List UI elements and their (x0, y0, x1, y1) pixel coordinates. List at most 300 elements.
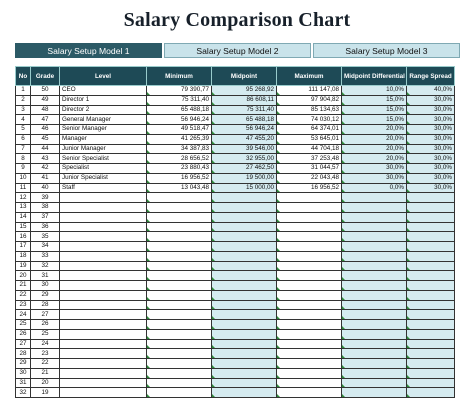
table-row (16, 261, 455, 271)
cell-midpoint[interactable] (212, 281, 277, 291)
cell-minimum[interactable] (147, 359, 212, 369)
cell-range-spread[interactable] (407, 281, 455, 291)
cell-minimum[interactable]: 34 387,83 (147, 144, 212, 154)
header-row (16, 67, 455, 86)
cell-no[interactable]: 9 (16, 164, 31, 174)
cell-midpoint-differential[interactable]: 15,0% (342, 115, 407, 125)
cell-midpoint-differential[interactable]: 15,0% (342, 105, 407, 115)
cell-no[interactable]: 23 (16, 300, 31, 310)
cell-range-spread[interactable] (407, 261, 455, 271)
cell-grade[interactable]: 44 (31, 144, 60, 154)
cell-range-spread[interactable] (407, 290, 455, 300)
cell-minimum[interactable] (147, 349, 212, 359)
table-row (16, 183, 455, 193)
cell-no[interactable]: 6 (16, 134, 31, 144)
cell-level[interactable]: CEO (60, 86, 147, 96)
cell-midpoint[interactable]: 39 546,00 (212, 144, 277, 154)
cell-maximum[interactable] (277, 212, 342, 222)
table-row (16, 173, 455, 183)
header-maximum: Maximum (277, 67, 342, 86)
cell-midpoint[interactable]: 27 462,50 (212, 164, 277, 174)
cell-level[interactable]: Senior Specialist (60, 154, 147, 164)
cell-range-spread[interactable] (407, 212, 455, 222)
cell-grade[interactable]: 21 (31, 368, 60, 378)
cell-level[interactable] (60, 203, 147, 213)
cell-midpoint-differential[interactable] (342, 339, 407, 349)
header-midpoint: Midpoint (212, 67, 277, 86)
cell-range-spread[interactable]: 40,0% (407, 86, 455, 96)
table-row (16, 222, 455, 232)
cell-midpoint[interactable] (212, 242, 277, 252)
cell-no[interactable]: 4 (16, 115, 31, 125)
cell-maximum[interactable] (277, 290, 342, 300)
cell-maximum[interactable] (277, 222, 342, 232)
cell-maximum[interactable] (277, 359, 342, 369)
cell-level[interactable] (60, 339, 147, 349)
cell-grade[interactable]: 50 (31, 86, 60, 96)
cell-range-spread[interactable] (407, 359, 455, 369)
cell-midpoint[interactable]: 56 946,24 (212, 125, 277, 135)
cell-midpoint[interactable] (212, 251, 277, 261)
table-body (16, 86, 455, 398)
header-grade: Grade (31, 67, 60, 86)
cell-midpoint[interactable] (212, 349, 277, 359)
table-row (16, 115, 455, 125)
cell-range-spread[interactable]: 30,0% (407, 125, 455, 135)
cell-range-spread[interactable] (407, 222, 455, 232)
cell-grade[interactable]: 25 (31, 329, 60, 339)
table-row (16, 388, 455, 398)
cell-no[interactable]: 14 (16, 212, 31, 222)
table-row (16, 193, 455, 203)
cell-maximum[interactable] (277, 339, 342, 349)
cell-grade[interactable]: 29 (31, 290, 60, 300)
cell-level[interactable]: Director 2 (60, 105, 147, 115)
cell-grade[interactable]: 41 (31, 173, 60, 183)
cell-minimum[interactable] (147, 378, 212, 388)
cell-grade[interactable]: 24 (31, 339, 60, 349)
table-row (16, 320, 455, 330)
cell-level[interactable] (60, 251, 147, 261)
cell-midpoint-differential[interactable] (342, 193, 407, 203)
cell-range-spread[interactable]: 30,0% (407, 164, 455, 174)
cell-maximum[interactable] (277, 320, 342, 330)
cell-minimum[interactable] (147, 320, 212, 330)
cell-midpoint-differential[interactable] (342, 378, 407, 388)
cell-no[interactable]: 11 (16, 183, 31, 193)
cell-no[interactable]: 2 (16, 95, 31, 105)
cell-midpoint-differential[interactable]: 10,0% (342, 86, 407, 96)
cell-minimum[interactable]: 23 880,43 (147, 164, 212, 174)
cell-no[interactable]: 5 (16, 125, 31, 135)
cell-maximum[interactable]: 85 134,63 (277, 105, 342, 115)
cell-maximum[interactable]: 16 956,52 (277, 183, 342, 193)
cell-minimum[interactable]: 28 656,52 (147, 154, 212, 164)
cell-grade[interactable]: 23 (31, 349, 60, 359)
cell-no[interactable]: 8 (16, 154, 31, 164)
cell-midpoint-differential[interactable]: 20,0% (342, 125, 407, 135)
cell-no[interactable]: 31 (16, 378, 31, 388)
cell-level[interactable] (60, 349, 147, 359)
table-row (16, 281, 455, 291)
cell-midpoint[interactable] (212, 329, 277, 339)
header-no: No (16, 67, 31, 86)
cell-midpoint-differential[interactable] (342, 203, 407, 213)
cell-minimum[interactable] (147, 290, 212, 300)
cell-midpoint-differential[interactable] (342, 281, 407, 291)
cell-midpoint-differential[interactable] (342, 271, 407, 281)
cell-minimum[interactable] (147, 261, 212, 271)
cell-range-spread[interactable] (407, 320, 455, 330)
cell-grade[interactable]: 38 (31, 203, 60, 213)
cell-grade[interactable]: 32 (31, 261, 60, 271)
cell-level[interactable] (60, 271, 147, 281)
cell-midpoint-differential[interactable] (342, 222, 407, 232)
cell-maximum[interactable]: 97 904,82 (277, 95, 342, 105)
cell-minimum[interactable] (147, 388, 212, 398)
cell-midpoint-differential[interactable] (342, 300, 407, 310)
cell-no[interactable]: 26 (16, 329, 31, 339)
table-row (16, 203, 455, 213)
cell-maximum[interactable] (277, 378, 342, 388)
cell-range-spread[interactable] (407, 271, 455, 281)
cell-minimum[interactable] (147, 271, 212, 281)
table-row (16, 105, 455, 115)
cell-maximum[interactable] (277, 368, 342, 378)
cell-level[interactable] (60, 212, 147, 222)
cell-level[interactable]: General Manager (60, 115, 147, 125)
cell-no[interactable]: 7 (16, 144, 31, 154)
cell-no[interactable]: 25 (16, 320, 31, 330)
cell-minimum[interactable] (147, 222, 212, 232)
cell-level[interactable] (60, 378, 147, 388)
cell-midpoint[interactable] (212, 300, 277, 310)
cell-no[interactable]: 28 (16, 349, 31, 359)
cell-midpoint-differential[interactable] (342, 212, 407, 222)
table-row (16, 212, 455, 222)
cell-grade[interactable]: 30 (31, 281, 60, 291)
cell-grade[interactable]: 26 (31, 320, 60, 330)
cell-maximum[interactable]: 53 645,01 (277, 134, 342, 144)
cell-midpoint[interactable] (212, 232, 277, 242)
cell-midpoint[interactable] (212, 388, 277, 398)
cell-range-spread[interactable]: 30,0% (407, 95, 455, 105)
cell-minimum[interactable]: 56 946,24 (147, 115, 212, 125)
page-title: Salary Comparison Chart (123, 9, 351, 31)
cell-level[interactable] (60, 388, 147, 398)
cell-midpoint-differential[interactable] (342, 320, 407, 330)
cell-no[interactable]: 3 (16, 105, 31, 115)
cell-midpoint[interactable]: 15 000,00 (212, 183, 277, 193)
table-row (16, 300, 455, 310)
cell-range-spread[interactable]: 30,0% (407, 134, 455, 144)
cell-midpoint[interactable] (212, 271, 277, 281)
cell-minimum[interactable] (147, 203, 212, 213)
cell-level[interactable] (60, 193, 147, 203)
cell-maximum[interactable] (277, 349, 342, 359)
cell-midpoint-differential[interactable] (342, 388, 407, 398)
cell-maximum[interactable] (277, 329, 342, 339)
cell-level[interactable] (60, 310, 147, 320)
cell-level[interactable]: Junior Specialist (60, 173, 147, 183)
cell-maximum[interactable] (277, 388, 342, 398)
cell-grade[interactable]: 46 (31, 125, 60, 135)
cell-no[interactable]: 21 (16, 281, 31, 291)
cell-range-spread[interactable] (407, 368, 455, 378)
cell-no[interactable]: 12 (16, 193, 31, 203)
table-row (16, 134, 455, 144)
header-range-spread: Range Spread (407, 67, 455, 86)
cell-no[interactable]: 29 (16, 359, 31, 369)
cell-midpoint[interactable] (212, 320, 277, 330)
cell-minimum[interactable] (147, 193, 212, 203)
cell-maximum[interactable]: 31 044,57 (277, 164, 342, 174)
cell-grade[interactable]: 39 (31, 193, 60, 203)
cell-range-spread[interactable] (407, 251, 455, 261)
cell-maximum[interactable] (277, 310, 342, 320)
cell-maximum[interactable] (277, 203, 342, 213)
cell-midpoint-differential[interactable] (342, 310, 407, 320)
cell-grade[interactable]: 42 (31, 164, 60, 174)
cell-range-spread[interactable] (407, 378, 455, 388)
cell-no[interactable]: 19 (16, 261, 31, 271)
cell-range-spread[interactable]: 30,0% (407, 154, 455, 164)
cell-midpoint[interactable]: 19 500,00 (212, 173, 277, 183)
cell-grade[interactable]: 19 (31, 388, 60, 398)
cell-minimum[interactable] (147, 281, 212, 291)
cell-range-spread[interactable] (407, 232, 455, 242)
cell-no[interactable]: 22 (16, 290, 31, 300)
cell-level[interactable]: Staff (60, 183, 147, 193)
cell-level[interactable] (60, 281, 147, 291)
cell-maximum[interactable]: 44 704,18 (277, 144, 342, 154)
table-row (16, 271, 455, 281)
cell-no[interactable]: 1 (16, 86, 31, 96)
cell-grade[interactable]: 47 (31, 115, 60, 125)
cell-no[interactable]: 17 (16, 242, 31, 252)
cell-midpoint[interactable] (212, 339, 277, 349)
cell-maximum[interactable] (277, 193, 342, 203)
cell-level[interactable] (60, 300, 147, 310)
cell-range-spread[interactable] (407, 193, 455, 203)
table-row (16, 125, 455, 135)
cell-range-spread[interactable] (407, 203, 455, 213)
cell-no[interactable]: 16 (16, 232, 31, 242)
cell-grade[interactable]: 28 (31, 300, 60, 310)
table-row (16, 329, 455, 339)
cell-midpoint[interactable] (212, 261, 277, 271)
cell-grade[interactable]: 37 (31, 212, 60, 222)
cell-midpoint-differential[interactable] (342, 232, 407, 242)
cell-midpoint-differential[interactable] (342, 359, 407, 369)
cell-range-spread[interactable] (407, 329, 455, 339)
cell-range-spread[interactable] (407, 388, 455, 398)
cell-level[interactable]: Senior Manager (60, 125, 147, 135)
cell-grade[interactable]: 34 (31, 242, 60, 252)
cell-range-spread[interactable]: 30,0% (407, 173, 455, 183)
cell-no[interactable]: 32 (16, 388, 31, 398)
cell-midpoint[interactable]: 86 608,11 (212, 95, 277, 105)
cell-range-spread[interactable]: 30,0% (407, 144, 455, 154)
cell-minimum[interactable] (147, 368, 212, 378)
cell-no[interactable]: 13 (16, 203, 31, 213)
cell-grade[interactable]: 35 (31, 232, 60, 242)
salary-table (15, 66, 455, 398)
cell-range-spread[interactable] (407, 339, 455, 349)
tab-salary-setup-model-1[interactable]: Salary Setup Model 1 (15, 43, 162, 58)
tab-salary-setup-model-2[interactable]: Salary Setup Model 2 (164, 43, 311, 58)
cell-maximum[interactable] (277, 232, 342, 242)
cell-midpoint-differential[interactable] (342, 368, 407, 378)
table-row (16, 378, 455, 388)
table-row (16, 86, 455, 96)
cell-no[interactable]: 24 (16, 310, 31, 320)
cell-minimum[interactable] (147, 251, 212, 261)
cell-maximum[interactable] (277, 300, 342, 310)
cell-midpoint-differential[interactable] (342, 261, 407, 271)
cell-level[interactable] (60, 359, 147, 369)
cell-range-spread[interactable]: 30,0% (407, 105, 455, 115)
cell-level[interactable] (60, 242, 147, 252)
cell-grade[interactable]: 20 (31, 378, 60, 388)
model-tabs (15, 43, 460, 58)
cell-minimum[interactable]: 41 265,39 (147, 134, 212, 144)
cell-range-spread[interactable]: 30,0% (407, 183, 455, 193)
cell-level[interactable] (60, 329, 147, 339)
cell-midpoint-differential[interactable]: 0,0% (342, 183, 407, 193)
cell-midpoint-differential[interactable]: 30,0% (342, 164, 407, 174)
cell-grade[interactable]: 22 (31, 359, 60, 369)
cell-midpoint[interactable] (212, 193, 277, 203)
cell-maximum[interactable]: 111 147,08 (277, 86, 342, 96)
table-row (16, 339, 455, 349)
cell-grade[interactable]: 33 (31, 251, 60, 261)
cell-level[interactable] (60, 368, 147, 378)
cell-midpoint[interactable]: 65 488,18 (212, 115, 277, 125)
cell-minimum[interactable]: 79 390,77 (147, 86, 212, 96)
cell-maximum[interactable] (277, 261, 342, 271)
cell-minimum[interactable]: 65 488,18 (147, 105, 212, 115)
cell-grade[interactable]: 31 (31, 271, 60, 281)
cell-maximum[interactable] (277, 242, 342, 252)
cell-midpoint[interactable] (212, 212, 277, 222)
cell-grade[interactable]: 27 (31, 310, 60, 320)
cell-maximum[interactable]: 74 030,12 (277, 115, 342, 125)
cell-midpoint[interactable]: 47 455,20 (212, 134, 277, 144)
cell-level[interactable] (60, 232, 147, 242)
cell-level[interactable] (60, 320, 147, 330)
cell-maximum[interactable] (277, 251, 342, 261)
cell-no[interactable]: 10 (16, 173, 31, 183)
cell-grade[interactable]: 40 (31, 183, 60, 193)
cell-minimum[interactable]: 13 043,48 (147, 183, 212, 193)
cell-midpoint[interactable]: 95 268,92 (212, 86, 277, 96)
cell-minimum[interactable] (147, 329, 212, 339)
cell-no[interactable]: 30 (16, 368, 31, 378)
cell-level[interactable]: Manager (60, 134, 147, 144)
cell-midpoint[interactable] (212, 359, 277, 369)
table-row (16, 368, 455, 378)
cell-minimum[interactable] (147, 232, 212, 242)
cell-midpoint-differential[interactable]: 30,0% (342, 173, 407, 183)
cell-minimum[interactable]: 75 311,40 (147, 95, 212, 105)
cell-level[interactable]: Specialist (60, 164, 147, 174)
cell-no[interactable]: 27 (16, 339, 31, 349)
cell-midpoint[interactable] (212, 310, 277, 320)
cell-range-spread[interactable]: 30,0% (407, 115, 455, 125)
cell-midpoint[interactable]: 75 311,40 (212, 105, 277, 115)
cell-no[interactable]: 15 (16, 222, 31, 232)
cell-no[interactable]: 18 (16, 251, 31, 261)
header-minimum: Minimum (147, 67, 212, 86)
cell-maximum[interactable]: 37 253,48 (277, 154, 342, 164)
table-row (16, 349, 455, 359)
cell-midpoint-differential[interactable]: 20,0% (342, 154, 407, 164)
cell-midpoint-differential[interactable] (342, 329, 407, 339)
cell-maximum[interactable]: 64 374,01 (277, 125, 342, 135)
cell-midpoint[interactable] (212, 378, 277, 388)
cell-midpoint-differential[interactable] (342, 290, 407, 300)
cell-midpoint[interactable] (212, 222, 277, 232)
table-row (16, 359, 455, 369)
cell-no[interactable]: 20 (16, 271, 31, 281)
cell-maximum[interactable]: 22 043,48 (277, 173, 342, 183)
cell-minimum[interactable] (147, 212, 212, 222)
cell-level[interactable] (60, 261, 147, 271)
cell-range-spread[interactable] (407, 242, 455, 252)
cell-range-spread[interactable] (407, 310, 455, 320)
cell-minimum[interactable] (147, 339, 212, 349)
cell-level[interactable]: Junior Manager (60, 144, 147, 154)
cell-level[interactable]: Director 1 (60, 95, 147, 105)
cell-maximum[interactable] (277, 281, 342, 291)
cell-midpoint[interactable] (212, 290, 277, 300)
table-row (16, 164, 455, 174)
table-row (16, 242, 455, 252)
cell-grade[interactable]: 49 (31, 95, 60, 105)
cell-grade[interactable]: 48 (31, 105, 60, 115)
cell-midpoint[interactable] (212, 368, 277, 378)
cell-midpoint[interactable]: 32 955,00 (212, 154, 277, 164)
cell-midpoint-differential[interactable] (342, 242, 407, 252)
cell-midpoint[interactable] (212, 203, 277, 213)
cell-range-spread[interactable] (407, 349, 455, 359)
cell-level[interactable] (60, 222, 147, 232)
cell-grade[interactable]: 43 (31, 154, 60, 164)
cell-midpoint-differential[interactable]: 15,0% (342, 95, 407, 105)
cell-grade[interactable]: 36 (31, 222, 60, 232)
table-row (16, 232, 455, 242)
table-row (16, 144, 455, 154)
cell-minimum[interactable] (147, 310, 212, 320)
cell-level[interactable] (60, 290, 147, 300)
table-row (16, 95, 455, 105)
cell-maximum[interactable] (277, 271, 342, 281)
cell-grade[interactable]: 45 (31, 134, 60, 144)
cell-minimum[interactable]: 49 518,47 (147, 125, 212, 135)
cell-range-spread[interactable] (407, 300, 455, 310)
cell-minimum[interactable] (147, 300, 212, 310)
cell-midpoint-differential[interactable] (342, 251, 407, 261)
cell-midpoint-differential[interactable]: 20,0% (342, 134, 407, 144)
table-row (16, 290, 455, 300)
header-midpoint-differential: Midpoint Differential (342, 67, 407, 86)
cell-minimum[interactable]: 16 956,52 (147, 173, 212, 183)
cell-minimum[interactable] (147, 242, 212, 252)
cell-midpoint-differential[interactable]: 20,0% (342, 144, 407, 154)
cell-midpoint-differential[interactable] (342, 349, 407, 359)
tab-salary-setup-model-3[interactable]: Salary Setup Model 3 (313, 43, 460, 58)
